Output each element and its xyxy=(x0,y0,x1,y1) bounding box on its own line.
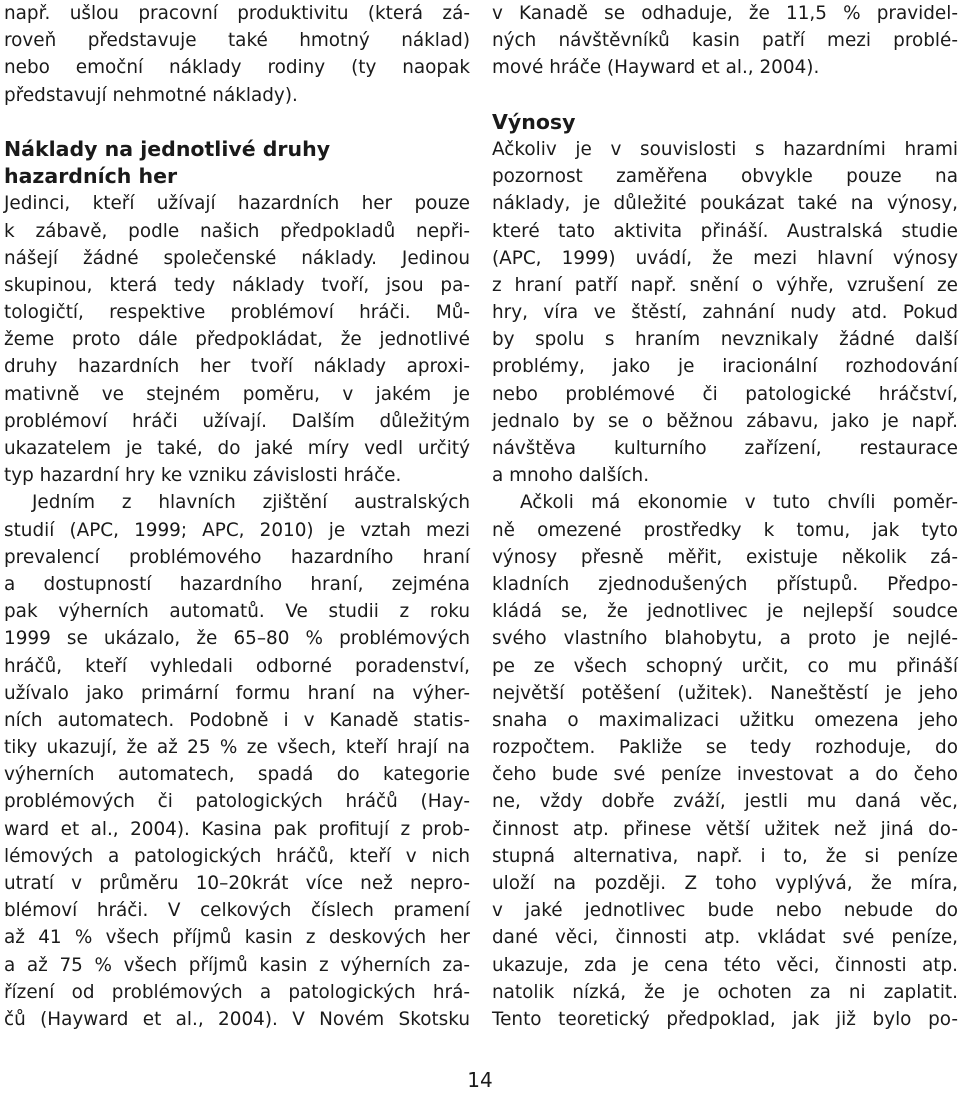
text-line: problémových či patologických hráčů (Hay- xyxy=(4,791,470,813)
text-line: z hraní patří např. snění o výhře, vzrušení ze xyxy=(492,274,958,296)
paragraph xyxy=(492,489,958,1033)
text-line: problémoví hráči užívají. Dalším důležitým xyxy=(4,410,470,432)
text-line: náklady, je důležité poukázat také na výnosy, xyxy=(492,193,958,215)
text-line: druhy hazardních her tvoří náklady aproxi- xyxy=(4,356,470,378)
text-line: nášejí žádné společenské náklady. Jedinou xyxy=(4,247,470,269)
text-line: které tato aktivita přináší. Australská studie xyxy=(492,220,958,242)
text-line: a až 75 % všech příjmů kasin z výherních za- xyxy=(4,954,470,976)
section-heading: Výnosy xyxy=(492,109,576,134)
text-line: největší potěšení (užitek). Naneštěstí je jeho xyxy=(492,682,958,704)
text-line: mové hráče (Hayward et al., 2004). xyxy=(492,57,820,79)
text-line: skupinou, která tedy náklady tvoří, jsou pa- xyxy=(4,274,470,296)
text-line: Ačkoliv je v souvislosti s hazardními hrami xyxy=(492,138,958,160)
page-number: 14 xyxy=(467,1068,493,1092)
text-line: a dostupností hazardního hraní, zejména xyxy=(4,573,470,595)
text-line: prevalencí problémového hazardního hraní xyxy=(4,546,470,568)
text-line: pe ze všech schopný určit, co mu přináší xyxy=(492,655,958,677)
text-line: lémových a patologických hráčů, kteří v nich xyxy=(4,845,470,867)
text-line: blémoví hráči. V celkových číslech pramení xyxy=(4,900,470,922)
text-line: by spolu s hraním nevznikaly žádné další xyxy=(492,329,958,351)
text-line: k zábavě, podle našich předpokladů nepři- xyxy=(4,220,470,242)
heading-line: Náklady na jednotlivé druhy xyxy=(4,136,331,161)
text-line: ních automatech. Podobně i v Kanadě statis- xyxy=(4,709,470,731)
text-line: utratí v průměru 10–20krát více než nepro- xyxy=(4,873,470,894)
text-line: hráčů, kteří vyhledali odborné poradenství, xyxy=(4,655,470,677)
text-line: snaha o maximalizaci užitku omezena jeho xyxy=(492,709,958,731)
heading-line: hazardních her xyxy=(4,164,178,189)
text-line: 1999 se ukázalo, že 65–80 % problémových xyxy=(4,628,470,650)
text-line: představují nehmotné náklady). xyxy=(4,84,298,106)
text-line: Jedním z hlavních zjištění australských xyxy=(32,492,470,514)
paragraph xyxy=(4,190,470,489)
text-line: a mnoho dalších. xyxy=(492,465,650,487)
text-line: nebo emoční náklady rodiny (ty naopak xyxy=(4,57,470,79)
text-line: kládá se, že jednotlivec je nejlepší soudce xyxy=(492,601,958,623)
text-line: tiky ukazují, že až 25 % ze všech, kteří hrají na xyxy=(4,737,470,759)
text-line: rozpočtem. Pakliže se tedy rozhoduje, do xyxy=(492,737,958,759)
text-line: Jedinci, kteří užívají hazardních her pouze xyxy=(4,193,470,215)
text-line: nebo problémové či patologické hráčství, xyxy=(492,383,958,405)
text-line: Tento teoretický předpoklad, jak již bylo po- xyxy=(492,1008,958,1030)
text-line: pak výherních automatů. Ve studii z roku xyxy=(4,601,470,623)
text-line: uloží na později. Z toho vyplývá, že míra, xyxy=(492,873,958,894)
text-line: hry, víra ve štěstí, zahnání nudy atd. Pokud xyxy=(492,302,958,324)
text-line: dané věci, činnosti atp. vkládat své peníze, xyxy=(492,927,958,949)
left-column xyxy=(4,0,470,1033)
text-line: v jaké jednotlivec bude nebo nebude do xyxy=(492,900,958,922)
text-line: ukazuje, zda je cena této věci, činnosti atp. xyxy=(492,954,958,976)
text-line: ward et al., 2004). Kasina pak profitují z prob- xyxy=(4,818,470,840)
text-line: čů (Hayward et al., 2004). V Novém Skotsku xyxy=(4,1008,470,1030)
text-line: čeho bude své peníze investovat a do čeho xyxy=(492,764,958,786)
text-line: (APC, 1999) uvádí, že mezi hlavní výnosy xyxy=(492,247,958,269)
text-line: stupná alternativa, např. i to, že si peníze xyxy=(492,845,958,867)
text-line: ne, vždy dobře zváží, jestli mu daná věc, xyxy=(492,791,958,813)
paragraph xyxy=(492,136,958,489)
text-line: výherních automatech, spadá do kategorie xyxy=(4,764,470,786)
text-line: mativně ve stejném poměru, v jakém je xyxy=(4,383,470,405)
text-line: žeme proto dále předpokládat, že jednotlivé xyxy=(4,329,470,351)
text-line: pozornost zaměřena obvykle pouze na xyxy=(492,166,958,188)
text-line: až 41 % všech příjmů kasin z deskových her xyxy=(4,927,470,949)
text-line: natolik nízká, že je ochoten za ni zaplatit. xyxy=(492,981,958,1003)
text-line: výnosy přesně měřit, existuje několik zá- xyxy=(492,546,958,568)
continuation-paragraph xyxy=(492,0,958,82)
text-line: typ hazardní hry ke vzniku závislosti hráče. xyxy=(4,465,402,487)
text-line: užívalo jako primární formu hraní na výher- xyxy=(4,682,470,704)
text-line: ně omezené prostředky k tomu, jak tyto xyxy=(492,519,958,541)
intro-paragraph xyxy=(4,0,470,109)
right-column xyxy=(492,0,958,1033)
text-line: studií (APC, 1999; APC, 2010) je vztah mezi xyxy=(4,519,470,541)
text-line: roveň představuje také hmotný náklad) xyxy=(4,30,470,52)
text-line: problémy, jako je iracionální rozhodování xyxy=(492,356,958,378)
text-line: ukazatelem je také, do jaké míry vedl určitý xyxy=(4,438,470,459)
text-line: návštěva kulturního zařízení, restaurace xyxy=(492,438,958,459)
text-line: svého vlastního blahobytu, a proto je nejlé- xyxy=(492,628,958,650)
text-line: jednalo by se o běžnou zábavu, jako je např. xyxy=(492,410,958,432)
text-line: v Kanadě se odhaduje, že 11,5 % pravidel- xyxy=(492,3,958,24)
text-line: řízení od problémových a patologických hrá- xyxy=(4,981,470,1003)
text-line: např. ušlou pracovní produktivitu (která zá- xyxy=(4,3,470,24)
text-line: činnost atp. přinese větší užitek než jiná do- xyxy=(492,818,958,840)
text-line: kladních zjednodušených přístupů. Předpo- xyxy=(492,573,958,595)
text-line: Ačkoli má ekonomie v tuto chvíli poměr- xyxy=(520,492,958,514)
section-heading xyxy=(4,136,470,190)
text-line: ných návštěvníků kasin patří mezi problé- xyxy=(492,30,958,52)
text-line: tologičtí, respektive problémoví hráči. Mů- xyxy=(4,302,470,324)
paragraph xyxy=(4,489,470,1033)
